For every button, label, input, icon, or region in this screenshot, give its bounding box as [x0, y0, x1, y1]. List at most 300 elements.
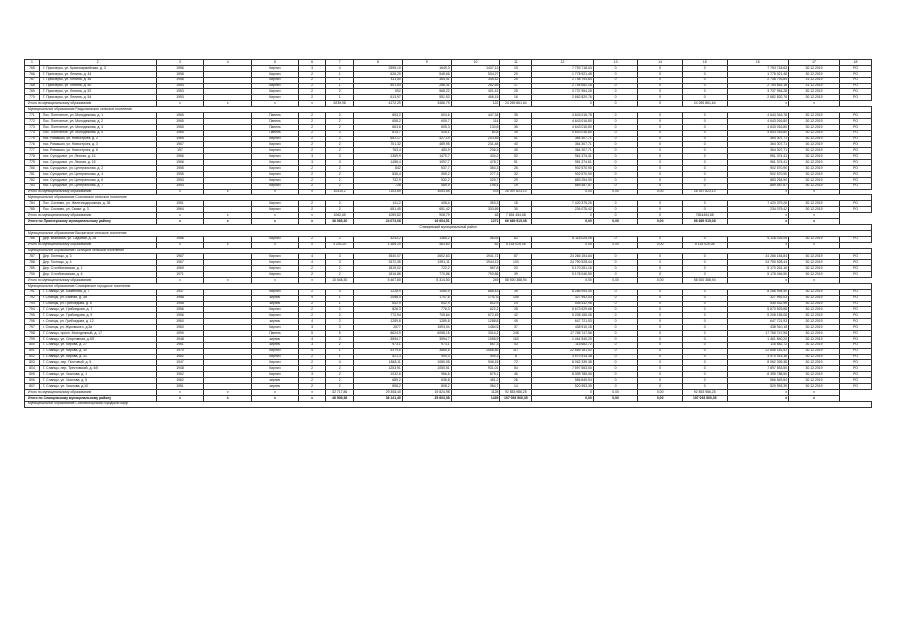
- table-cell: 1947: [156, 289, 204, 295]
- table-cell: 2: [326, 148, 354, 154]
- table-cell: 447,34: [451, 113, 500, 119]
- table-cell: РО: [840, 136, 872, 142]
- table-cell: 0: [682, 378, 727, 384]
- table-cell: 548,66: [402, 71, 451, 77]
- table-cell: 364 307,71: [727, 136, 789, 142]
- table-cell: 0: [638, 183, 683, 189]
- table-cell: 0: [682, 154, 727, 160]
- table-cell: 5 178 046,50: [532, 272, 594, 278]
- table-cell: 605,7: [402, 118, 451, 124]
- table-cell: 5: [326, 330, 354, 336]
- table-cell: 0: [682, 113, 727, 119]
- table-cell: Кирпич: [252, 148, 299, 154]
- table-cell: 2: [298, 171, 326, 177]
- table-cell: 30.12.2019: [789, 177, 840, 183]
- table-cell: 364 307,71: [532, 148, 594, 154]
- table-cell: 4 643 016,80: [727, 130, 789, 136]
- table-cell: 783: [25, 183, 40, 189]
- table-cell: 0: [638, 207, 683, 213]
- table-cell: x: [298, 101, 326, 107]
- table-cell: x: [156, 219, 204, 225]
- table-cell: 30.12.2019: [789, 348, 840, 354]
- table-cell: 0: [638, 65, 683, 71]
- table-cell: 0: [593, 301, 638, 307]
- column-number: 15: [682, 60, 727, 66]
- table-cell: Панель: [252, 124, 299, 130]
- table-cell: РО: [840, 236, 872, 242]
- table-cell: 3: [326, 254, 354, 260]
- table-cell: пос. Суходолье, ул. Центральная, д. 4: [39, 171, 156, 177]
- table-cell: РО: [840, 254, 872, 260]
- table-cell: 0: [638, 142, 683, 148]
- table-cell: 794: [25, 307, 40, 313]
- table-cell: 197: [156, 148, 204, 154]
- table-cell: РО: [840, 366, 872, 372]
- table-cell: 789: [25, 266, 40, 272]
- table-cell: РО: [840, 166, 872, 172]
- table-cell: 1437,13: [451, 65, 500, 71]
- table-cell: 889 487,67: [532, 183, 594, 189]
- table-cell: 799: [25, 336, 40, 342]
- table-cell: 1: [326, 301, 354, 307]
- table-cell: 0: [593, 330, 638, 336]
- table-cell: 1089,9: [402, 289, 451, 295]
- table-cell: 234 075,42: [727, 207, 789, 213]
- table-cell: x: [156, 213, 204, 219]
- table-cell: 0: [682, 348, 727, 354]
- table-cell: 32: [500, 118, 532, 124]
- table-cell: 24 790 928,44: [727, 260, 789, 266]
- column-number: 12: [532, 60, 594, 66]
- table-cell: 0: [638, 260, 683, 266]
- table-cell: 32: [500, 171, 532, 177]
- table-cell: 1969: [156, 266, 204, 272]
- table-cell: 1956: [156, 77, 204, 83]
- table-cell: 288,31: [402, 83, 451, 89]
- table-cell: 25 603,08: [402, 395, 451, 401]
- table-cell: 1971: [156, 272, 204, 278]
- table-cell: 7103,89: [353, 189, 402, 195]
- table-cell: 30.12.2019: [789, 118, 840, 124]
- table-cell: 0,00: [532, 277, 594, 283]
- table-cell: 875,1: [451, 372, 500, 378]
- table-cell: 807: [25, 383, 40, 389]
- table-cell: 2 754 652,18: [727, 83, 789, 89]
- table-cell: 1: [326, 77, 354, 83]
- table-cell: 494,3: [402, 354, 451, 360]
- table-cell: Муниципальное образование Сосновоборгский городской округ: [25, 401, 872, 407]
- table-cell: Пос. Понтонное, ул. Молодежная, д. 3: [39, 124, 156, 130]
- table-cell: 3: [326, 154, 354, 160]
- table-cell: Сланцевский муниципальный район: [25, 224, 872, 230]
- table-cell: 30.12.2019: [789, 260, 840, 266]
- table-cell: 3: [326, 160, 354, 166]
- table-cell: 489,95: [402, 142, 451, 148]
- table-cell: РО: [840, 83, 872, 89]
- table-cell: Кирпич: [252, 266, 299, 272]
- table-cell: 973,1: [353, 342, 402, 348]
- table-cell: РО: [840, 142, 872, 148]
- table-cell: 5239,98: [326, 101, 354, 107]
- table-cell: 32 717,86: [326, 389, 354, 395]
- table-cell: 0: [593, 95, 638, 101]
- table-cell: 0: [682, 160, 727, 166]
- table-cell: 16: [500, 95, 532, 101]
- table-cell: 3: [326, 325, 354, 331]
- table-cell: 282,59: [451, 83, 500, 89]
- table-cell: 2: [298, 142, 326, 148]
- table-cell: 767: [25, 77, 40, 83]
- table-cell: 0: [682, 207, 727, 213]
- table-cell: 8: [500, 354, 532, 360]
- table-cell: 30.12.2019: [789, 160, 840, 166]
- table-cell: 66 689 515,08: [682, 219, 727, 225]
- table-cell: 772,94: [353, 313, 402, 319]
- table-cell: 489,9: [402, 183, 451, 189]
- table-cell: 3243,2: [353, 236, 402, 242]
- table-cell: 0,00: [638, 395, 683, 401]
- table-cell: 0: [593, 366, 638, 372]
- table-cell: 2: [298, 89, 326, 95]
- table-cell: 2: [298, 183, 326, 189]
- table-cell: Г. Сланцы, ул. Кирова, д. 27: [39, 342, 156, 348]
- table-cell: 30.12.2019: [789, 136, 840, 142]
- table-cell: 701,32: [353, 142, 402, 148]
- table-cell: 0: [682, 95, 727, 101]
- table-cell: 25: [500, 77, 532, 83]
- table-cell: 39: [500, 272, 532, 278]
- table-cell: РО: [840, 325, 872, 331]
- table-cell: 1080,05: [402, 360, 451, 366]
- table-cell: 2: [298, 366, 326, 372]
- table-cell: 463,60: [402, 242, 451, 248]
- table-cell: 0: [593, 272, 638, 278]
- table-cell: 401,41: [451, 89, 500, 95]
- table-cell: Итого по муниципальному образованию: [25, 389, 157, 395]
- table-cell: 2: [298, 77, 326, 83]
- table-cell: 36: [500, 124, 532, 130]
- table-cell: 1964: [156, 207, 204, 213]
- table-cell: 30.12.2019: [789, 166, 840, 172]
- table-cell: 2: [326, 130, 354, 136]
- table-cell: 559,2: [402, 171, 451, 177]
- table-cell: 2: [326, 89, 354, 95]
- table-cell: 8 062 339,38: [727, 360, 789, 366]
- table-cell: 2: [326, 183, 354, 189]
- table-cell: 4: [326, 65, 354, 71]
- table-cell: 1956: [156, 307, 204, 313]
- table-cell: 2 754 652,18: [532, 83, 594, 89]
- table-cell: 52: [500, 154, 532, 160]
- table-cell: 29: [500, 177, 532, 183]
- table-cell: 1: [326, 354, 354, 360]
- table-cell: 327 992,03: [727, 295, 789, 301]
- table-cell: 842: [353, 166, 402, 172]
- table-cell: 0: [593, 266, 638, 272]
- municipality-heading-row: [25, 401, 872, 407]
- table-cell: Кирпич: [252, 260, 299, 266]
- table-cell: 30.12.2019: [789, 330, 840, 336]
- table-cell: Кирпич: [252, 366, 299, 372]
- table-cell: 1953: [156, 177, 204, 183]
- table-cell: 0: [638, 360, 683, 366]
- table-cell: Г. Сланцы, ул. Грибоедова, д. 7: [39, 307, 156, 313]
- table-cell: 0: [682, 236, 727, 242]
- table-cell: 2: [298, 113, 326, 119]
- table-cell: РО: [840, 330, 872, 336]
- table-cell: 0: [682, 313, 727, 319]
- table-cell: 66 689 515,08: [500, 219, 532, 225]
- table-cell: 463,6: [451, 236, 500, 242]
- table-cell: 30.12.2019: [789, 130, 840, 136]
- table-cell: 92 853 986,25: [500, 389, 532, 395]
- table-cell: x: [252, 101, 299, 107]
- table-cell: 2: [326, 142, 354, 148]
- table-cell: 0: [593, 254, 638, 260]
- table-cell: 2677: [353, 325, 402, 331]
- table-cell: 249: [451, 277, 500, 283]
- table-cell: 277,3: [451, 171, 500, 177]
- table-cell: 0: [638, 213, 683, 219]
- table-cell: 1956: [156, 313, 204, 319]
- table-cell: x: [252, 242, 299, 248]
- table-cell: x: [204, 277, 252, 283]
- table-cell: 7654454,68: [682, 213, 727, 219]
- table-cell: РО: [840, 177, 872, 183]
- table-cell: x: [727, 189, 789, 195]
- table-cell: 1470,7: [402, 154, 451, 160]
- table-cell: 802: [25, 354, 40, 360]
- table-cell: 2: [298, 130, 326, 136]
- table-cell: Кирпич: [252, 160, 299, 166]
- table-cell: 4 643 016,80: [532, 118, 594, 124]
- table-cell: 2: [298, 301, 326, 307]
- table-cell: x: [156, 389, 204, 395]
- table-cell: Панель: [252, 130, 299, 136]
- table-cell: 30.12.2019: [789, 124, 840, 130]
- table-cell: 7 420 379,26: [532, 201, 594, 207]
- table-cell: 6624,9: [353, 330, 402, 336]
- table-cell: 781: [25, 171, 40, 177]
- table-cell: 30.12.2019: [789, 207, 840, 213]
- table-cell: 0,00: [638, 389, 683, 395]
- table-cell: x: [252, 219, 299, 225]
- table-cell: 692: [353, 89, 402, 95]
- table-cell: Муниципальное образование Сланцевское городское поселение: [25, 283, 872, 289]
- table-cell: 622,2: [451, 307, 500, 313]
- table-cell: 427,14: [402, 136, 451, 142]
- table-cell: 883 254,90: [727, 177, 789, 183]
- table-cell: Итого по муниципальному образованию: [25, 101, 157, 107]
- column-number: 1: [25, 60, 40, 66]
- table-cell: РО: [840, 289, 872, 295]
- table-cell: 0: [682, 136, 727, 142]
- table-cell: 5 178 046,50: [727, 272, 789, 278]
- table-cell: x: [727, 101, 789, 107]
- table-cell: Г. Сланцы, ул. Баженова, д. 7: [39, 289, 156, 295]
- table-cell: 0: [593, 360, 638, 366]
- table-cell: Итого по муниципальному образованию: [25, 277, 157, 283]
- table-cell: 4 643 016,78: [532, 113, 594, 119]
- table-cell: 30.12.2019: [789, 95, 840, 101]
- table-cell: Г. Сланцы, пер. Почтовый, д. 5: [39, 360, 156, 366]
- table-cell: 0: [638, 101, 683, 107]
- table-cell: 0: [593, 154, 638, 160]
- table-cell: 0: [638, 166, 683, 172]
- table-cell: 0: [638, 154, 683, 160]
- table-cell: 1056,9: [451, 336, 500, 342]
- table-cell: 364 307,71: [532, 142, 594, 148]
- table-cell: 4 643 016,80: [727, 124, 789, 130]
- table-cell: 0: [682, 266, 727, 272]
- table-cell: Кирпич: [252, 71, 299, 77]
- table-cell: 30.12.2019: [789, 266, 840, 272]
- table-cell: 1 365,20: [353, 242, 402, 248]
- table-cell: 0: [638, 325, 683, 331]
- table-cell: 0,00: [638, 277, 683, 283]
- table-cell: Г. Сланцы, ул. Чкалова, д. 5: [39, 378, 156, 384]
- table-cell: x: [789, 101, 840, 107]
- table-cell: 35: [500, 113, 532, 119]
- table-cell: x: [252, 213, 299, 219]
- table-cell: Кирпич: [252, 348, 299, 354]
- table-cell: 327 992,03: [532, 295, 594, 301]
- table-cell: Кирпич: [252, 201, 299, 207]
- table-cell: Г. Сланцы, просп. Молодежный, д. 17: [39, 330, 156, 336]
- table-cell: 9: [298, 295, 326, 301]
- table-cell: 642,9: [402, 301, 451, 307]
- table-cell: 790: [25, 272, 40, 278]
- table-cell: 1649,3: [402, 65, 451, 71]
- table-cell: 2: [326, 336, 354, 342]
- table-cell: 782: [25, 177, 40, 183]
- table-cell: 24 266 154,84: [727, 254, 789, 260]
- table-cell: 1059,82: [353, 213, 402, 219]
- table-cell: 0: [593, 124, 638, 130]
- table-cell: 773: [25, 124, 40, 130]
- table-cell: 0,00: [593, 189, 638, 195]
- table-cell: 908,79: [402, 213, 451, 219]
- table-cell: 808,2: [402, 383, 451, 389]
- table-cell: 667,3: [451, 342, 500, 348]
- table-cell: 1: [326, 83, 354, 89]
- table-cell: 4: [326, 289, 354, 295]
- table-cell: 30.12.2019: [789, 313, 840, 319]
- column-number: 14: [638, 60, 683, 66]
- table-cell: 5 467,80: [353, 277, 402, 283]
- table-cell: Г. Приозерск, ул. Красноармейская, д. 3: [39, 65, 156, 71]
- table-cell: x: [204, 219, 252, 225]
- table-cell: 30: [500, 207, 532, 213]
- table-cell: 521,3: [353, 354, 402, 360]
- table-cell: 31.12.2019: [789, 83, 840, 89]
- table-cell: 58 920 388,94: [500, 277, 532, 283]
- table-cell: 36 065,30: [326, 219, 354, 225]
- table-cell: 1962: [156, 372, 204, 378]
- table-cell: x: [204, 189, 252, 195]
- table-cell: 0: [682, 336, 727, 342]
- table-cell: Пос. Понтонное, ул. Молодежная, д. 2: [39, 118, 156, 124]
- table-cell: Г. Сланцы, ул. Спортивная, д.9/2: [39, 336, 156, 342]
- table-cell: x: [252, 277, 299, 283]
- table-cell: 24 269 861,64: [500, 101, 532, 107]
- table-cell: 1253,91: [353, 366, 402, 372]
- table-cell: x: [204, 242, 252, 248]
- table-cell: x: [156, 242, 204, 248]
- table-cell: 1 461 540,20: [727, 336, 789, 342]
- table-cell: 1948: [156, 366, 204, 372]
- table-cell: 1941,72: [451, 254, 500, 260]
- table-cell: пос. Суходолье, ул. Центральная, д. 2: [39, 166, 156, 172]
- table-cell: 658,2: [353, 118, 402, 124]
- table-cell: РО: [840, 342, 872, 348]
- table-cell: 0: [593, 113, 638, 119]
- table-cell: 779: [25, 160, 40, 166]
- table-cell: 4 643 016,80: [727, 118, 789, 124]
- table-cell: 1816,86: [353, 272, 402, 278]
- table-cell: 2 682 820,76: [727, 95, 789, 101]
- table-cell: x: [789, 395, 840, 401]
- table-cell: кирпич: [252, 295, 299, 301]
- table-cell: 2: [298, 124, 326, 130]
- table-cell: 0: [593, 260, 638, 266]
- table-cell: 0,00: [593, 242, 638, 248]
- table-cell: РО: [840, 260, 872, 266]
- table-cell: 3: [298, 65, 326, 71]
- table-cell: x: [789, 219, 840, 225]
- table-cell: 788: [25, 260, 40, 266]
- table-cell: x: [156, 101, 204, 107]
- table-cell: Кирпич: [252, 83, 299, 89]
- table-cell: Итого по муниципальному образованию: [25, 213, 157, 219]
- table-cell: 17: [500, 83, 532, 89]
- table-cell: Г. Сланцы, ул. Грибоедова, д. 9: [39, 313, 156, 319]
- table-cell: x: [789, 213, 840, 219]
- table-cell: 3314,2: [451, 330, 500, 336]
- table-cell: 4 643 016,80: [532, 124, 594, 130]
- table-cell: 652,17: [353, 136, 402, 142]
- table-cell: 42: [500, 313, 532, 319]
- table-cell: 2: [298, 272, 326, 278]
- table-cell: РО: [840, 71, 872, 77]
- table-cell: 0: [593, 136, 638, 142]
- table-cell: 0: [638, 295, 683, 301]
- table-cell: x: [298, 189, 326, 195]
- table-cell: 0: [638, 348, 683, 354]
- table-cell: 483,9: [402, 148, 451, 154]
- table-cell: 3 737 954,28: [532, 89, 594, 95]
- table-cell: 780: [25, 166, 40, 172]
- table-cell: 3 737 954,28: [727, 89, 789, 95]
- table-cell: 30.12.2019: [789, 65, 840, 71]
- table-cell: Дер. Гостицы, д. 3: [39, 254, 156, 260]
- table-cell: 3: [298, 325, 326, 331]
- table-cell: 62: [500, 236, 532, 242]
- table-cell: 902 570,90: [727, 171, 789, 177]
- table-cell: 1960: [156, 325, 204, 331]
- table-cell: 2: [326, 319, 354, 325]
- table-cell: РО: [840, 171, 872, 177]
- table-cell: 1 778 921,48: [727, 71, 789, 77]
- table-cell: 2: [298, 236, 326, 242]
- table-cell: 163: [500, 336, 532, 342]
- table-cell: 804: [25, 366, 40, 372]
- table-cell: 886,43: [451, 289, 500, 295]
- table-cell: Г. Сланцы, пер. Трестовский, д. 4/5: [39, 366, 156, 372]
- table-cell: 416,1: [402, 130, 451, 136]
- table-cell: 672,49: [451, 313, 500, 319]
- column-number: 3: [156, 60, 204, 66]
